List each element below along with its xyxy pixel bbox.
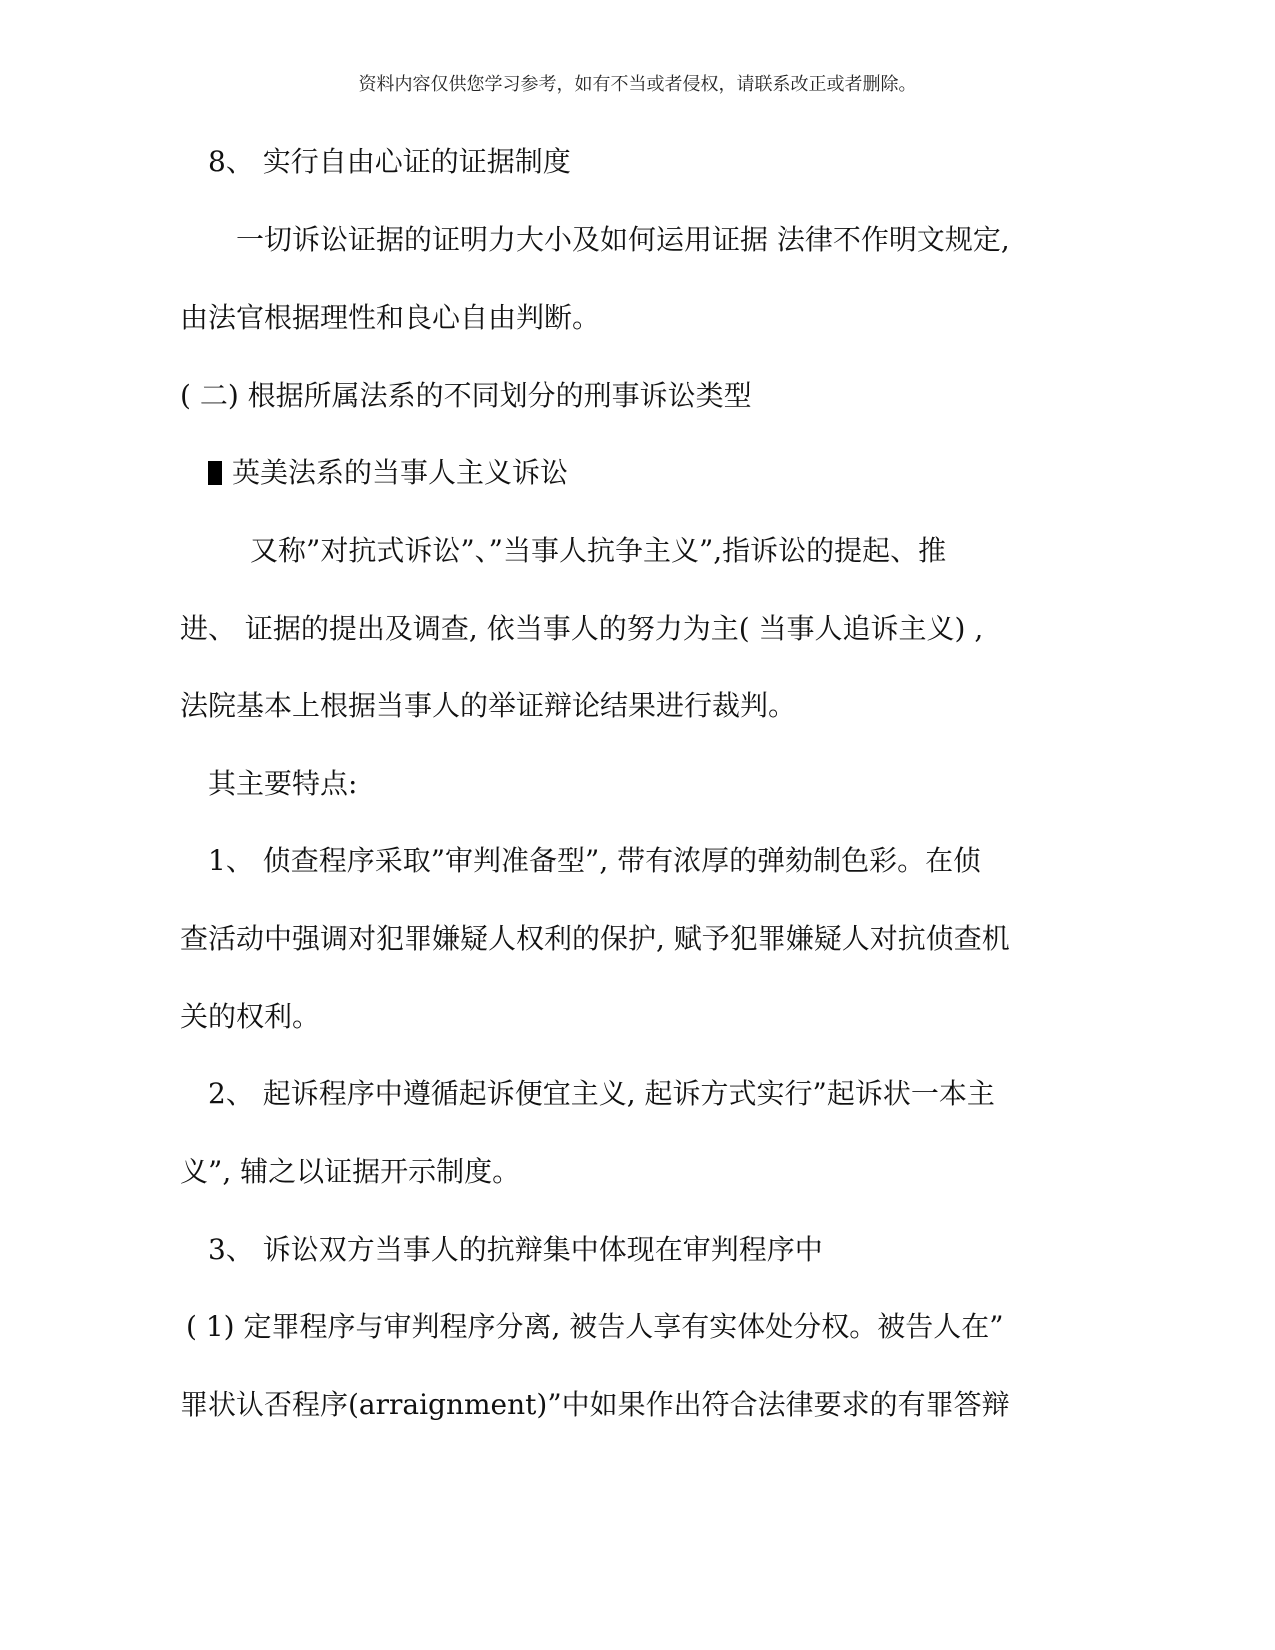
sub-list-item-1: ( 1) 定罪程序与审判程序分离, 被告人享有实体处分权。被告人在”	[186, 1310, 1004, 1343]
section-heading-2: ( 二) 根据所属法系的不同划分的刑事诉讼类型	[180, 379, 752, 412]
paragraph-line: 一切诉讼证据的证明力大小及如何运用证据 法律不作明文规定,	[236, 223, 1010, 256]
paragraph-line: 又称”对抗式诉讼”、”当事人抗争主义”,指诉讼的提起、推	[250, 534, 947, 567]
paragraph-line: 由法官根据理性和良心自由判断。	[180, 301, 601, 334]
features-heading: 其主要特点:	[208, 767, 358, 800]
list-item-2: 2、 起诉程序中遵循起诉便宜主义, 起诉方式实行”起诉状一本主	[208, 1077, 995, 1110]
square-bullet-icon	[208, 461, 222, 485]
section-heading-8: 8、 实行自由心证的证据制度	[208, 145, 571, 178]
subsection-heading	[208, 453, 568, 493]
paragraph-line: 进、 证据的提出及调查, 依当事人的努力为主( 当事人追诉主义) ,	[180, 612, 984, 645]
header-disclaimer: 资料内容仅供您学习参考，如有不当或者侵权，请联系改正或者删除。	[358, 74, 917, 95]
paragraph-line: 查活动中强调对犯罪嫌疑人权利的保护, 赋予犯罪嫌疑人对抗侦查机	[180, 922, 1010, 955]
paragraph-line: 义”, 辅之以证据开示制度。	[180, 1155, 521, 1188]
list-item-1: 1、 侦查程序采取”审判准备型”, 带有浓厚的弹劾制色彩。在侦	[208, 844, 982, 877]
list-item-3: 3、 诉讼双方当事人的抗辩集中体现在审判程序中	[208, 1233, 823, 1266]
paragraph-line: 关的权利。	[180, 1000, 321, 1033]
paragraph-line: 法院基本上根据当事人的举证辩论结果进行裁判。	[180, 689, 797, 722]
subsection-heading-label: 英美法系的当事人主义诉讼	[232, 456, 569, 489]
paragraph-line: 罪状认否程序(arraignment)”中如果作出符合法律要求的有罪答辩	[180, 1388, 1010, 1421]
